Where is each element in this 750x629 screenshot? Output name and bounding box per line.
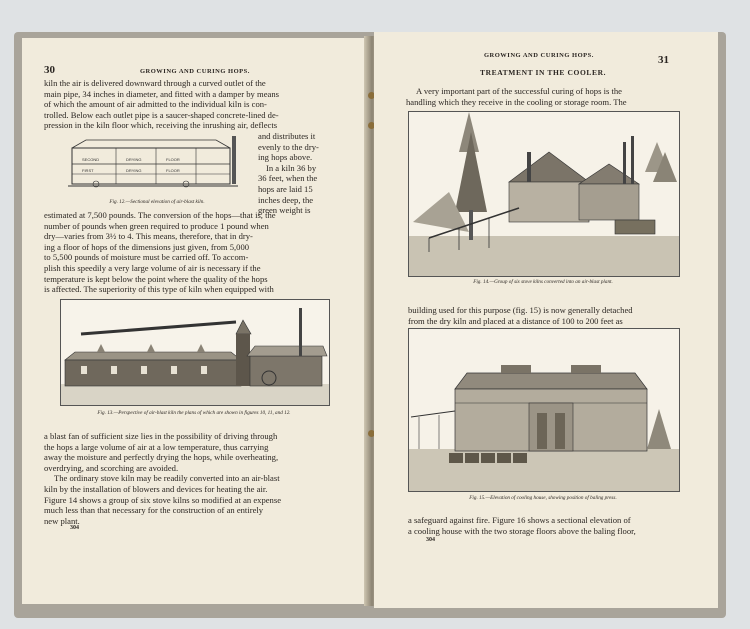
page-number-left: 30 (44, 64, 55, 76)
fig12-label: FLOOR (166, 168, 180, 173)
right-para-1: A very important part of the successful curing of hops is the handling which they receive in the cooling or storage room. The (406, 86, 627, 107)
figure-14-stove-kilns (408, 111, 680, 277)
figure-15-cooling-house (408, 328, 680, 492)
fig12-label: DRYING (126, 157, 142, 162)
left-para-1: kiln the air is delivered downward through a curved outlet of the main pipe, 34 inches in diameter, and fitted with a damper by means of which the amount of air admitted to the individual kiln is con- trolled. Below each outlet pipe is a saucer-shaped concrete-lined de- pression in the kiln floor which, receiving the inrushing air, deflects (44, 78, 279, 131)
section-title: TREATMENT IN THE COOLER. (480, 68, 607, 77)
right-para-3: a safeguard against fire. Figure 16 shows a sectional elevation of a cooling house with the two storage floors above the baling floor, (408, 515, 636, 536)
left-para-2: estimated at 7,500 pounds. The conversion of the hops—that is, the number of pounds when green required to produce 1 pound when dry—varies from 3½ to 4. This means, therefore, that in dry- ing a floor of hops of the dimensions just given, from 5,000 to 5,500 pounds of moisture must be carried off. To accom- plish this speedily a very large volume of air is necessary if the temperature is kept below the point where the quality of the hops is affected. The superiority of this type of kiln when equipped with (44, 210, 276, 295)
left-side-column: and distributes it evenly to the dry- ing hops above. In a kiln 36 by 36 feet, when the hops are laid 15 inches deep, the green weight is (258, 131, 319, 216)
figure-14-caption: Fig. 14.—Group of six stove kilns converted into an air-blast plant. (473, 279, 613, 285)
fig12-label: FIRST (82, 168, 94, 173)
figure-13-kiln-perspective (60, 299, 330, 406)
fig12-label: FLOOR (166, 157, 180, 162)
right-para-2: building used for this purpose (fig. 15) is now generally detached from the dry kiln and placed at a distance of 100 to 200 feet as (408, 305, 633, 326)
figure-12-caption: Fig. 12.—Sectional elevation of air-blast kiln. (109, 199, 205, 205)
running-head-right: GROWING AND CURING HOPS. (484, 52, 594, 59)
figure-15-caption: Fig. 15.—Elevation of cooling house, showing position of baling press. (469, 495, 617, 501)
fig12-label: DRYING (126, 168, 142, 173)
running-head-left: GROWING AND CURING HOPS. (140, 68, 250, 75)
fig12-label: SECOND (82, 157, 100, 162)
right-page (374, 32, 718, 608)
footer-left: 304 (70, 525, 79, 531)
footer-right: 304 (426, 537, 435, 543)
left-para-3: a blast fan of sufficient size lies in the possibility of driving through the hops a large volume of air at a low temperature, thus carrying away the moisture and perfectly drying the hops, while overheating, overdrying, and scorching are avoided. The ordinary stove kiln may be readily converted into an air-blast kiln by the installation of blowers and devices for heating the air. Figure 14 shows a group of six stove kilns so modified at an expense much less than that necessary for the construction of an entirely new plant. (44, 431, 282, 526)
page-number-right: 31 (658, 54, 669, 66)
figure-12-kiln-section (66, 134, 246, 196)
figure-13-caption: Fig. 13.—Perspective of air-blast kiln the plans of which are shown in figures 10, 11, and 12. (97, 410, 291, 416)
left-page (22, 38, 370, 604)
